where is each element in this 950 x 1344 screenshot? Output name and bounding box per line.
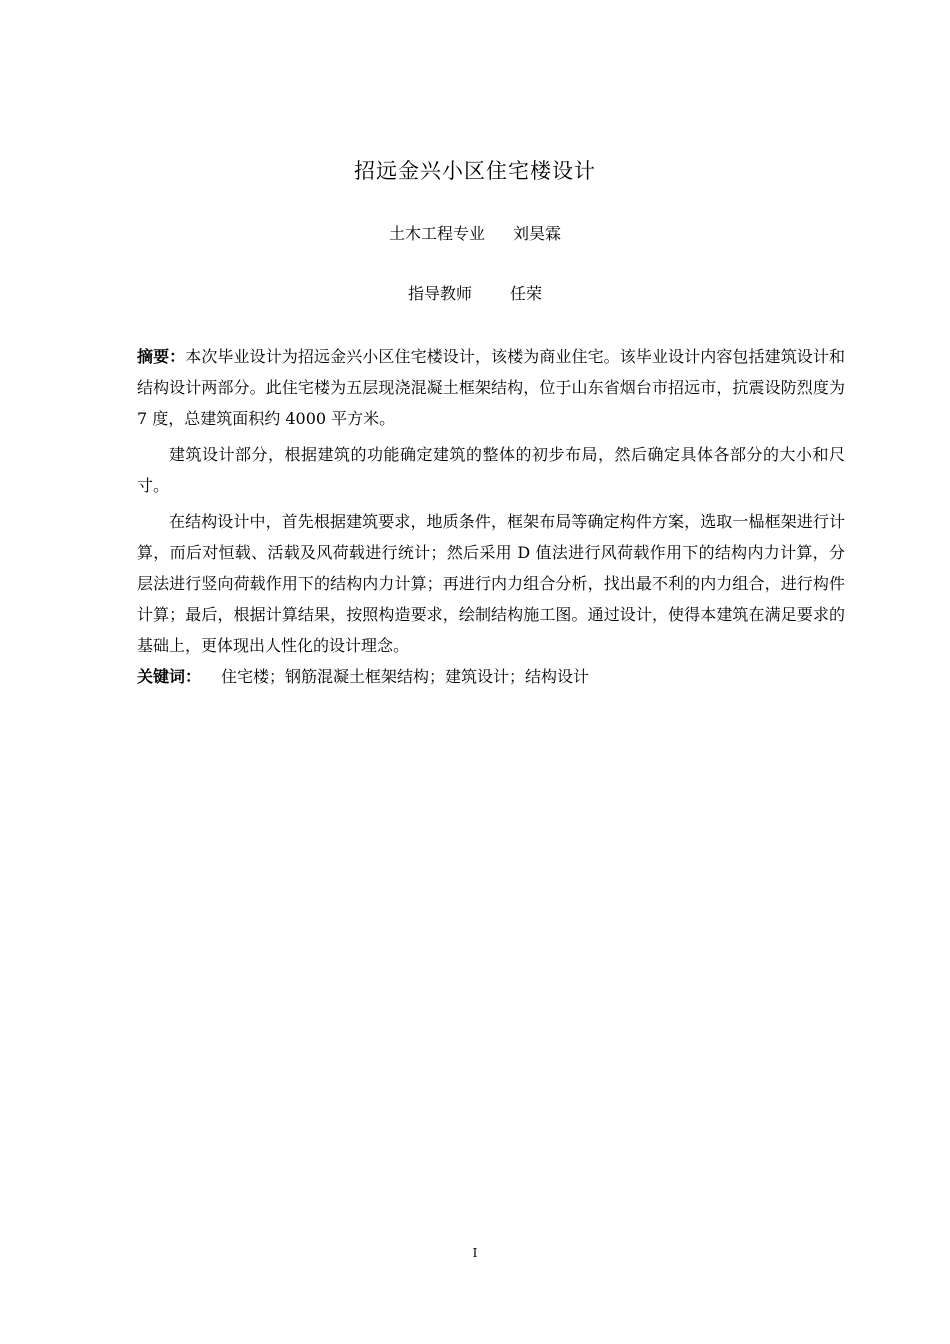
- abstract-paragraph-2: 建筑设计部分，根据建筑的功能确定建筑的整体的初步布局，然后确定具体各部分的大小和尺寸。: [137, 445, 845, 495]
- abstract-label: 摘要：: [137, 347, 186, 366]
- abstract-paragraph-3: 在结构设计中，首先根据建筑要求，地质条件，框架布局等确定构件方案，选取一榀框架进行计算，而后对恒载、活载及风荷载进行统计；然后采用 D 值法进行风荷载作用下的结构内力计算，分层法进行竖向荷载作用下的结构内力计算；再进行内力组合分析，找出最不利的内力组合，进行构件计算；最后，根据计算结果，按照构造要求，绘制结构施工图。通过设计，使得本建筑在满足要求的基础上，更体现出人性化的设计理念。: [137, 512, 845, 655]
- abstract-paragraph-1: [137, 341, 845, 434]
- document-title: 招远金兴小区住宅楼设计: [354, 159, 596, 183]
- advisor-name: 任荣: [510, 284, 543, 303]
- keywords-label: 关键词：: [137, 667, 202, 686]
- page-number: I: [472, 1246, 478, 1260]
- abstract-section: [137, 341, 845, 692]
- keywords-text: 住宅楼；钢筋混凝土框架结构；建筑设计；结构设计: [221, 667, 590, 686]
- author-line: [0, 222, 950, 246]
- advisor-label: 指导教师: [407, 284, 472, 303]
- advisor-line: [0, 282, 950, 306]
- abstract-text-1: 本次毕业设计为招远金兴小区住宅楼设计，该楼为商业住宅。该毕业设计内容包括建筑设计和结构设计两部分。此住宅楼为五层现浇混凝土框架结构，位于山东省烟台市招远市，抗震设防烈度为 7 度，总建筑面积约 4000 平方米。: [137, 347, 845, 428]
- keywords-line: [137, 661, 845, 692]
- author-name: 刘昊霖: [513, 224, 562, 243]
- major-text: 土木工程专业: [388, 224, 485, 243]
